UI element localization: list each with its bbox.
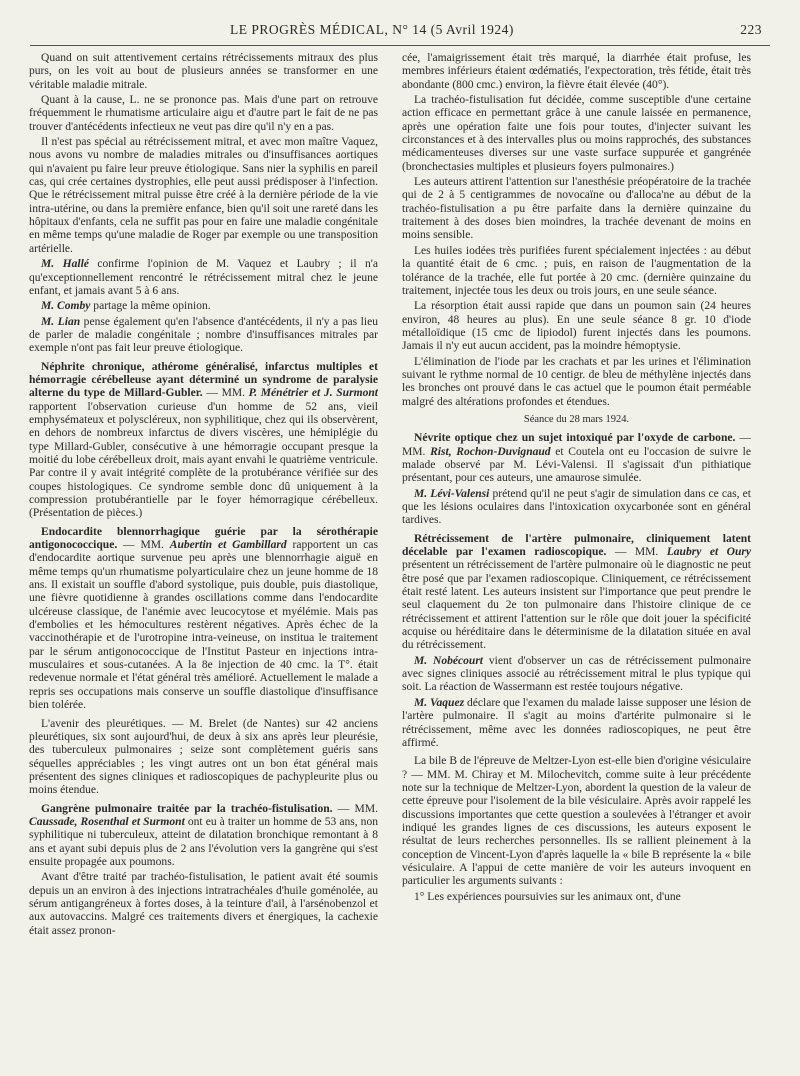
paragraph: [402, 356, 751, 409]
speaker-name: M. Lévi-Valensi: [414, 487, 490, 500]
speaker-name: M. Vaquez: [414, 696, 465, 709]
session-heading: Séance du 28 mars 1924.: [523, 413, 630, 425]
section-title: Gangrène pulmonaire traitée par la trachéo-fistulisation.: [41, 802, 333, 815]
paragraph-text: Les huiles iodées très purifiées furent spécialement injectées : au début la quantité était de 6 cmc. ; puis, en raison de l'augmentation de la tolérance de la trachée, elle fut portée à 20 cmc. (dernière quinzaine du traitement, injectée tous les deux ou trois jours, en une seule séance.: [402, 244, 751, 297]
paragraph-text: Les auteurs attirent l'attention sur l'anesthésie préopératoire de la trachée qui de 2 à 5 centigrammes de novocaïne ou d'alloca'ne au début de la trachéo-fistulisation a pu être parfaite dans la dernière quinzaine du traitement à des doses bien moindres, la trachée devenant de moins en moins sensible.: [402, 176, 751, 242]
paragraph: [29, 803, 378, 870]
paragraph: [402, 655, 751, 695]
paragraph: [402, 176, 751, 243]
paragraph-text: Il n'est pas spécial au rétrécissement mitral, et avec mon maître Vaquez, nous avons vu nombre de maladies mitrales ou d'insuffisances aortiques qui n'avaient pu faire leur preuve étiologique. Sans nier la syphilis en pareil cas, qui crée certaines dystrophies, elle peut aussi prédisposer à l'infection. Que le rétrécissement mitral puisse être créé à la dernière période de la vie intra-utérine, ou dans la première enfance, bien qu'il soit une rareté dans les hôpitaux d'enfants, cela ne suffit pas pour en faire une maladie congénitale en même temps qu'une maladie de Roger par exemple ou une transposition artérielle.: [29, 136, 378, 255]
paragraph-text: rapportent l'observation curieuse d'un homme de 52 ans, vieil emphysémateux et polyscléreux, non syphilitique, chez qui ils observèrent, en dehors de nombreux infarctus de divers viscères, une hémiplégie du type Millard-Gubler, consécutive à une hémorragie occupant presque la moitié du lobe cérébelleux droit, mais ayant envahi le quatrième ventricule. Par contre il y avait intégrité complète de la protubérance vérifiée sur des coupes histologiques. Ce syndrome semble donc dû uniquement à la compression protubérantielle par le foyer hémorragique cérébelleux. (Présentation de pièces.): [29, 400, 378, 520]
right-column: [402, 52, 751, 1064]
author-names: Rist, Rochon-Duvignaud: [430, 445, 551, 458]
paragraph-text: rapportent un cas d'endocardite aortique survenue peu après une blennorrhagie aiguë en même temps qu'un rhumatisme polyarticulaire chez un jeune homme de 18 ans. Il existait un souffle d'abord systolique, puis double, puis diastolique, une fièvre quotidienne à grandes oscillations comme dans l'endocardite ulcéreuse classique, de l'anémie avec leucocytose et myélémie. Mais pas d'embolies et les hémocultures restèrent négatives. Après échec de la vaccinothérapie et de l'urotropine intra-veineuse, on institua le traitement par le sérum antigonococcique de l'Institut Pasteur en injections intra-musculaires et sous-cutanées. A la 8e injection de 40 cmc. la T°. était redevenue normale et l'état général très amélioré. Actuellement le malade a repris ses occupations mais conserve un souffle diastolique d'insuffisance bien tolérée.: [29, 539, 378, 712]
paragraph-text: présentent un rétrécissement de l'artère pulmonaire où le diagnostic ne peut être posé que par l'examen radioscopique. Cliniquement, ce rétrécissement était resté latent. Les auteurs insistent sur l'importance que peut prendre le seul claquement du 2e ton pulmonaire dans l'histoire clinique de ce rétrécissement et attirent l'attention sur le rôle que doit jouer la spécificité acquise ou héréditaire dans le déterminisme de la dilatation située en aval du rétrécissement.: [402, 559, 751, 652]
paragraph-text: — MM.: [606, 546, 667, 559]
paragraph: [29, 300, 378, 313]
paragraph-text: L'élimination de l'iode par les crachats et par les urines et l'élimination suivant le rythme normal de 10 centigr. de bleu de méthylène injectés dans les bronches ont prouvé dans le cas actuel que le poumon était perméable malgré des altérations profondes et étendues.: [402, 355, 751, 408]
paragraph: [402, 245, 751, 298]
section-title: Néphrite chronique, athérome généralisé, infarctus multiples et hémorragie cérébelleuse ayant déterminé un syndrome de paralysie alterne du type de Millard-Gubler.: [29, 360, 378, 400]
paragraph: [29, 526, 378, 713]
paragraph: [29, 52, 378, 92]
paragraph-text: — MM.: [202, 387, 249, 400]
header-rule: [30, 45, 770, 46]
section-title: Rétrécissement de l'artère pulmonaire, cliniquement latent décelable par l'examen radioscopique.: [402, 532, 751, 559]
paragraph: [29, 361, 378, 521]
paragraph: [402, 300, 751, 353]
paragraph-text: L'avenir des pleurétiques. — M. Brelet (de Nantes) sur 42 anciens pleurétiques, six sont aujourd'hui, de deux à six ans après leur pleurésie, des tuberculeux pulmonaires ; seize sont complètement guéris sans séquelles appréciables ; les vingt autres ont un bon état général mais présentent des signes cliniques et radioscopiques de pachypleurite plus ou moins étendue.: [29, 717, 378, 797]
paragraph: [402, 432, 751, 485]
paragraph: [402, 52, 751, 92]
paragraph-text: Avant d'être traité par trachéo-fistulisation, le patient avait été soumis depuis un an environ à des injections intratrachéales d'huile goménolée, au sérum antigangréneux à fortes doses, à la teinture d'ail, à l'arsénobenzol et aux autovaccins. Malgré ces traitements divers et énergiques, la cachexie était assez pronon-: [29, 871, 378, 937]
paragraph-text: Quant à la cause, L. ne se prononce pas. Mais d'une part on retrouve fréquemment le rhumatisme articulaire aigu et d'autre part le fait de ne pas trouver d'antécédents infectieux ne veut pas dire qu'il n'y en a pas.: [29, 94, 378, 133]
author-names: P. Ménétrier et J. Surmont: [248, 387, 378, 400]
paragraph-text: — MM.: [332, 802, 378, 815]
paragraph: [29, 136, 378, 256]
paragraph: [402, 755, 751, 888]
author-names: Caussade, Rosenthal et Surmont: [29, 815, 185, 828]
paragraph-text: 1° Les expériences poursuivies sur les animaux ont, d'une: [414, 890, 681, 903]
paragraph-text: Quand on suit attentivement certains rétrécissements mitraux des plus purs, on les voit au bout de plusieurs années se transformer en une véritable maladie mitrale.: [29, 52, 378, 91]
paragraph-text: — MM.: [402, 432, 751, 458]
paragraph: [402, 533, 751, 653]
paragraph: [29, 258, 378, 298]
paragraph: [29, 871, 378, 938]
paragraph-text: prétend qu'il ne peut s'agir de simulation dans ce cas, et que les lésions oculaires dans l'intoxication oxycarbonée sont en général tardives.: [402, 487, 751, 527]
paragraph-text: La résorption était aussi rapide que dans un poumon sain (24 heures environ, 48 heures au plus). En une seule séance 8 gr. 10 d'iode métalloïdique (15 cmc de lipiodol) furent injectés dans les poumons. Jamais il n'y eut aucun accident, pas la moindre hémoptysie.: [402, 300, 751, 353]
section-title: Névrite optique chez un sujet intoxiqué par l'oxyde de carbone.: [414, 432, 736, 445]
author-names: Laubry et Oury: [666, 546, 751, 559]
paragraph: [402, 891, 751, 904]
paragraph-text: La trachéo-fistulisation fut décidée, comme susceptible d'une certaine action efficace en permettant grâce à une canule laissée en permanence, après une opération faite une fois pour toutes, d'injecter suivant les circonstances et à des intervalles plus ou moins rapprochés, des substances médicamenteuses diverses sur une vaste surface suppurée et gangrénée (bronchectasies multiples et plusieurs foyers pulmonaires.): [402, 94, 751, 173]
paragraph-text: pense également qu'en l'absence d'antécédents, il n'y a pas lieu de parler de maladie congénitale ; nombre d'insuffisances mitrales par exemple n'ont pas fait leur preuve étiologique.: [29, 315, 378, 355]
paragraph: [29, 94, 378, 134]
paragraph: [29, 718, 378, 798]
paragraph-text: et Coutela ont eu l'occasion de suivre le malade observé par M. Lévi-Valensi. Il s'agissait d'un pithiatique présentant, pour ces auteurs, une amaurose simulée.: [402, 445, 751, 485]
speaker-name: M. Comby: [41, 300, 91, 313]
paragraph-text: — MM.: [117, 539, 170, 552]
paragraph-text: La bile B de l'épreuve de Meltzer-Lyon est-elle bien d'origine vésiculaire ? — MM. M. Chiray et M. Milochevitch, comme suite à leur précédente note sur la technique de Meltzer-Lyon, abordent la question de la valeur de cette épreuve pour l'isolement de la bile vésiculaire. Après avoir rappelé les discussions importantes que cette question a soulevées à l'étranger et avoir indiqué les grandes lignes de ces discussions, les auteurs exposent le résultat de leurs recherches personnelles. Ils se rallient pleinement à la conception de Vincent-Lyon d'après laquelle la « bile B représente la « bile vésiculaire. A l'appui de cette manière de voir les auteurs invoquent en particulier les arguments suivants :: [402, 755, 751, 888]
speaker-name: M. Hallé: [41, 258, 89, 271]
author-names: Aubertin et Gambillard: [169, 539, 287, 552]
paragraph-text: ont eu à traiter un homme de 53 ans, non syphilitique ni tuberculeux, atteint de dilatation bronchique remontant à 8 ans et ayant subi depuis plus de 2 ans l'évolution vers la gangrène qui s'est ensuite propagée aux poumons.: [29, 815, 378, 868]
paragraph: [29, 316, 378, 356]
paragraph-text: partage la même opinion.: [90, 300, 211, 313]
page-number: 223: [740, 22, 762, 37]
paragraph: [402, 94, 751, 174]
paragraph: [402, 697, 751, 750]
running-header: [30, 22, 770, 44]
section-title: Endocardite blennorrhagique guérie par la sérothérapie antigonococcique.: [29, 525, 378, 552]
paragraph-text: déclare que l'examen du malade laisse supposer une lésion de l'artère pulmonaire. Il s'agit au moins d'artérite pulmonaire si le rétrécissement, même avec les données radioscopiques, ne peut être affirmé.: [402, 696, 751, 749]
speaker-name: M. Lian: [41, 315, 81, 328]
paragraph-text: vient d'observer un cas de rétrécissement pulmonaire avec signes cliniques associé au rétrécissement mitral le plus typique qui soit. La réaction de Wassermann est restée toujours négative.: [402, 654, 751, 694]
left-column: [29, 52, 378, 1064]
paragraph: [402, 488, 751, 528]
speaker-name: M. Nobécourt: [414, 654, 484, 667]
paragraph-text: cée, l'amaigrissement était très marqué, la diarrhée était profuse, les membres inférieurs étaient œdématiés, l'expectoration, très fétide, était très abondante (800 cmc.) environ, la fièvre était élevée (40°).: [402, 52, 751, 91]
journal-title: LE PROGRÈS MÉDICAL, N° 14 (5 Avril 1924): [230, 22, 514, 37]
paragraph-text: confirme l'opinion de M. Vaquez et Laubry ; il n'a qu'exceptionnellement rencontré le rétrécissement mitral chez le jeune enfant, et jamais avant 5 à 6 ans.: [29, 258, 378, 297]
